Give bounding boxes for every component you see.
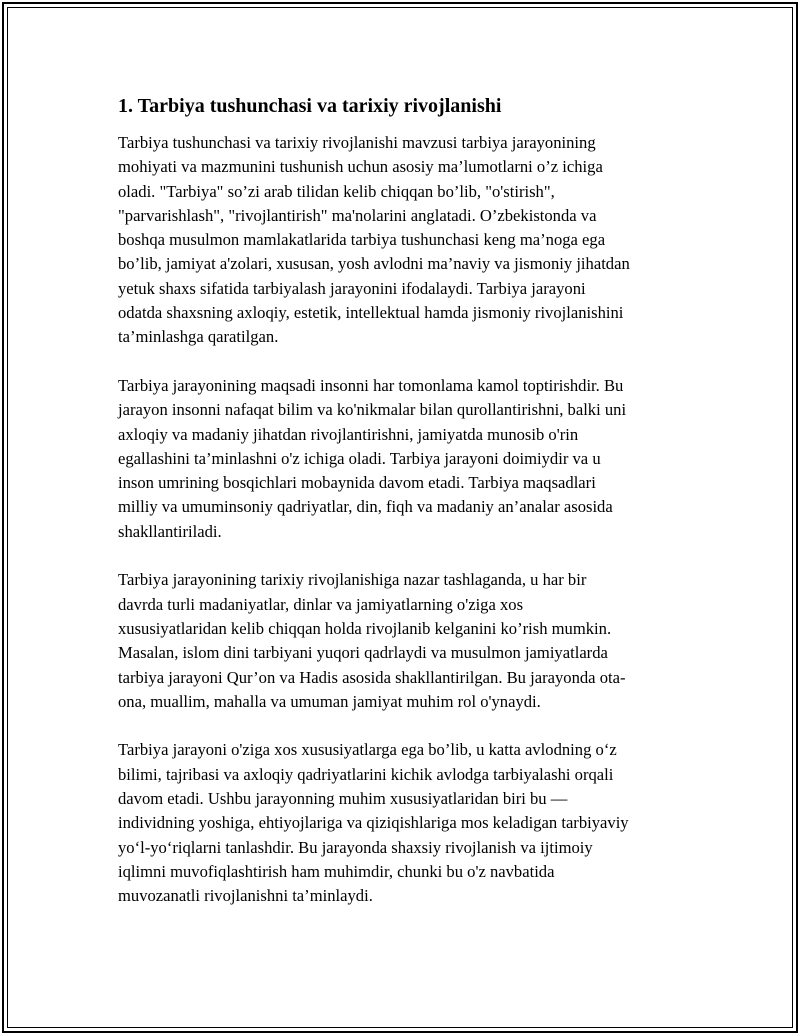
document-body	[118, 93, 688, 933]
text-line: mohiyati va mazmunini tushunish uchun asosiy ma’lumotlarni o’z ichiga	[118, 157, 603, 177]
text-line: boshqa musulmon mamlakatlarida tarbiya tushunchasi keng ma’noga ega	[118, 230, 606, 250]
text-line: individning yoshiga, ehtiyojlariga va qiziqishlariga mos keladigan tarbiyaviy	[118, 813, 629, 833]
text-line: davrda turli madaniyatlar, dinlar va jamiyatlarning o'ziga xos	[118, 594, 524, 614]
text-line: inson umrining bosqichlari mobaynida davom etadi. Tarbiya maqsadlari	[118, 473, 596, 493]
text-line: shakllantiriladi.	[118, 521, 222, 541]
text-line: axloqiy va madaniy jihatdan rivojlantirishni, jamiyatda munosib o'rin	[118, 424, 579, 444]
text-line: egallashini ta’minlashni o'z ichiga oladi. Tarbiya jarayoni doimiydir va u	[118, 448, 601, 468]
text-line: milliy va umuminsoniy qadriyatlar, din, fiqh va madaniy an’analar asosida	[118, 497, 613, 517]
text-line: iqlimni muvofiqlashtirish ham muhimdir, chunki bu o'z navbatida	[118, 861, 555, 881]
text-line: Tarbiya jarayonining tarixiy rivojlanishiga nazar tashlaganda, u har bir	[118, 570, 587, 590]
text-line: oladi. "Tarbiya" so’zi arab tilidan kelib chiqqan bo’lib, "o'stirish",	[118, 181, 555, 201]
text-line: ta’minlashga qaratilgan.	[118, 327, 279, 347]
text-line: "parvarishlash", "rivojlantirish" ma'nolarini anglatadi. O’zbekistonda va	[118, 205, 597, 225]
text-line: tarbiya jarayoni Qur’on va Hadis asosida shakllantirilgan. Bu jarayonda ota-	[118, 667, 626, 687]
text-line: Tarbiya jarayoni o'ziga xos xususiyatlarga ega bo’lib, u katta avlodning o‘z	[118, 740, 617, 760]
section-heading: 1. Tarbiya tushunchasi va tarixiy rivojlanishi	[118, 95, 502, 117]
text-line: xususiyatlaridan kelib chiqqan holda rivojlanib kelganini ko’rish mumkin.	[118, 618, 612, 638]
text-line: Tarbiya tushunchasi va tarixiy rivojlanishi mavzusi tarbiya jarayonining	[118, 133, 596, 152]
text-line: bilimi, tajribasi va axloqiy qadriyatlarini kichik avlodga tarbiyalashi orqali	[118, 764, 614, 784]
text-line: Masalan, islom dini tarbiyani yuqori qadrlaydi va musulmon jamiyatlarda	[118, 643, 608, 663]
paragraph-3	[118, 568, 688, 714]
paragraph-1	[118, 131, 688, 350]
text-line: ona, muallim, mahalla va umuman jamiyat muhim rol o'ynaydi.	[118, 691, 541, 711]
text-line: jarayon insonni nafaqat bilim va ko'nikmalar bilan qurollantirishni, balki uni	[118, 400, 627, 420]
paragraph-2	[118, 374, 688, 544]
text-line: yo‘l-yo‘riqlarni tanlashdir. Bu jarayonda shaxsiy rivojlanish va ijtimoiy	[118, 837, 593, 857]
text-line: davom etadi. Ushbu jarayonning muhim xususiyatlaridan biri bu —	[118, 789, 568, 809]
text-line: bo’lib, jamiyat a'zolari, xususan, yosh avlodni ma’naviy va jismoniy jihatdan	[118, 254, 630, 274]
text-line: Tarbiya jarayonining maqsadi insonni har tomonlama kamol toptirishdir. Bu	[118, 375, 624, 395]
text-line: yetuk shaxs sifatida tarbiyalash jarayonini ifodalaydi. Tarbiya jarayoni	[118, 278, 586, 298]
paragraph-4	[118, 738, 688, 908]
text-line: muvozanatli rivojlanishni ta’minlaydi.	[118, 886, 373, 906]
text-line: odatda shaxsning axloqiy, estetik, intellektual hamda jismoniy rivojlanishini	[118, 303, 624, 323]
